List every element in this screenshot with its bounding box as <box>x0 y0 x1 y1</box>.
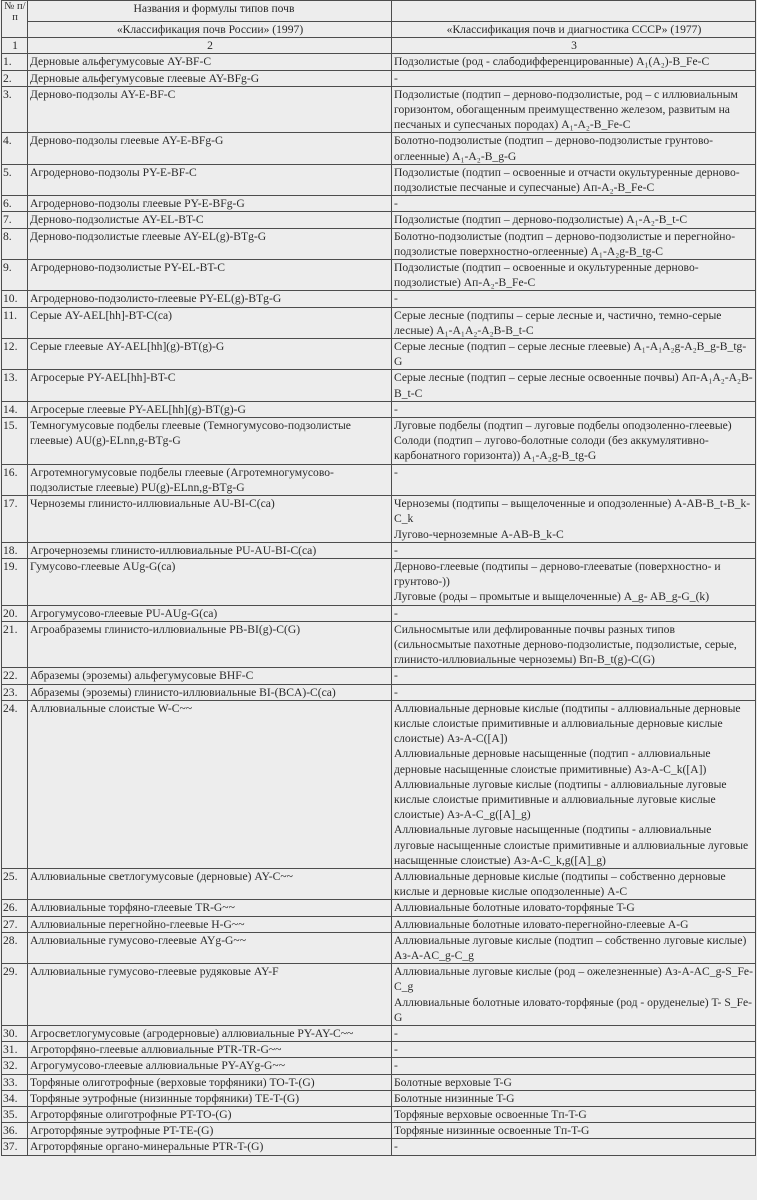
soil-type-ussr-entry: Серые лесные (подтип – серые лесные глеевые) A₁-A₁A₂g-A₂B_g-B_tg-G <box>394 340 747 369</box>
row-number: 16. <box>2 464 28 495</box>
row-number: 31. <box>2 1042 28 1058</box>
table-row <box>2 401 756 417</box>
soil-type-ussr-cell <box>392 196 756 212</box>
soil-type-russia: Аллювиальные гумусово-глеевые рудяковые AY-F <box>28 964 392 1026</box>
soil-type-ussr-entry: Черноземы (подтипы – выщелоченные и оподзоленные) A-AB-B_t-B_k-C_k <box>394 497 751 526</box>
soil-type-ussr-entry: - <box>394 1059 398 1073</box>
soil-type-ussr-entry: Подзолистые (род - слабодифференцированные) A₁(A₂)-B_Fe-C <box>394 55 710 69</box>
table-row <box>2 54 756 70</box>
soil-type-ussr-cell <box>392 339 756 370</box>
header-row-titles <box>2 1 756 22</box>
table-row <box>2 900 756 916</box>
row-number: 29. <box>2 964 28 1026</box>
header-num-label: № п/п <box>2 1 28 38</box>
soil-type-russia: Темногумусовые подбелы глеевые (Темногумусово-подзолистые глеевые) AU(g)-ELnn,g-BTg-G <box>28 418 392 465</box>
row-number: 23. <box>2 684 28 700</box>
soil-type-russia: Агроторфяно-глеевые аллювиальные PTR-TR-G~~ <box>28 1042 392 1058</box>
table-row <box>2 542 756 558</box>
soil-type-russia: Агросерые глеевые PY-AEL[hh](g)-BT(g)-G <box>28 401 392 417</box>
soil-type-russia: Агродерново-подзолистые PY-EL-BT-C <box>28 260 392 291</box>
soil-type-ussr-entry: - <box>394 197 398 211</box>
soil-type-russia: Черноземы глинисто-иллювиальные AU-BI-C(ca) <box>28 496 392 543</box>
table-row <box>2 1123 756 1139</box>
row-number: 26. <box>2 900 28 916</box>
row-number: 21. <box>2 621 28 668</box>
row-number: 28. <box>2 932 28 963</box>
row-number: 32. <box>2 1058 28 1074</box>
soil-type-ussr-cell <box>392 418 756 465</box>
table-row <box>2 196 756 212</box>
table-row <box>2 868 756 899</box>
soil-type-ussr-entry: Болотно-подзолистые (подтип – дерново-подзолистые грунтово-оглеенные) A₁-A₂-B_g-G <box>394 134 714 163</box>
soil-type-ussr-entry: - <box>394 1027 398 1040</box>
table-row <box>2 605 756 621</box>
table-row <box>2 339 756 370</box>
soil-type-ussr-entry: Сильносмытые или дефлированные почвы разных типов (сильносмытые пахотные дерново-подзолистые, подзолистые, серые, глинисто-иллювиальные черноземы) Bп-B_t(g)-C(G) <box>394 622 737 667</box>
row-number: 34. <box>2 1090 28 1106</box>
soil-type-ussr-cell <box>392 86 756 133</box>
soil-type-ussr-cell <box>392 1123 756 1139</box>
table-row <box>2 164 756 195</box>
table-row <box>2 1074 756 1090</box>
row-number: 35. <box>2 1107 28 1123</box>
soil-type-ussr-entry: Торфяные низинные освоенные Tп-T-G <box>394 1124 590 1138</box>
soil-type-ussr-cell <box>392 1139 756 1155</box>
table-row <box>2 964 756 1026</box>
header-classif-ussr: «Классификация почв и диагностика СССР» (1977) <box>392 22 756 38</box>
soil-type-ussr-entry: Серые лесные (подтипы – серые лесные и, частично, темно-серые лесные) A₁-A₁A₂-A₂B-B_t-C <box>394 308 722 337</box>
soil-type-ussr-entry: - <box>394 292 398 306</box>
row-number: 33. <box>2 1074 28 1090</box>
soil-type-ussr-cell <box>392 260 756 291</box>
soil-type-ussr-entry: Солоди (подтип – лугово-болотные солоди (без аккумулятивно-карбонатного горизонта)) A₁-A₂g-B_tg-G <box>394 434 709 463</box>
soil-type-ussr-cell <box>392 932 756 963</box>
soil-type-russia: Агроабраземы глинисто-иллювиальные PB-BI(g)-C(G) <box>28 621 392 668</box>
soil-type-ussr-cell <box>392 212 756 228</box>
soil-type-ussr-entry: - <box>394 669 398 683</box>
soil-type-ussr-entry: - <box>394 1140 398 1154</box>
soil-type-ussr-cell <box>392 916 756 932</box>
soil-type-ussr-cell <box>392 700 756 868</box>
row-number: 9. <box>2 260 28 291</box>
soil-type-ussr-entry: Подзолистые (подтип – освоенные и окультуренные дерново-подзолистые) Aп-A₂-B_Fe-C <box>394 261 699 290</box>
table-row <box>2 464 756 495</box>
soil-type-russia: Агроторфяные эутрофные PT-TE-(G) <box>28 1123 392 1139</box>
table-row <box>2 496 756 543</box>
row-number: 18. <box>2 542 28 558</box>
soil-type-russia: Абраземы (эроземы) альфегумусовые BHF-C <box>28 668 392 684</box>
soil-type-russia: Агродерново-подзолы PY-E-BF-C <box>28 164 392 195</box>
row-number: 3. <box>2 86 28 133</box>
soil-type-ussr-entry: Аллювиальные болотные иловато-торфяные (род - оруденелые) T- S_Fe-G <box>394 995 753 1024</box>
header-row-classifications <box>2 22 756 38</box>
table-row <box>2 70 756 86</box>
header-names-title: Названия и формулы типов почв <box>28 1 392 22</box>
table-row <box>2 932 756 963</box>
table-row <box>2 133 756 164</box>
row-number: 19. <box>2 558 28 605</box>
soil-type-ussr-cell <box>392 464 756 495</box>
soil-type-ussr-cell <box>392 307 756 338</box>
soil-type-russia: Дерновые альфегумусовые глеевые AY-BFg-G <box>28 70 392 86</box>
soil-type-ussr-entry: Аллювиальные луговые насыщенные (подтипы - аллювиальные луговые насыщенные слоистые примитивные и аллювиальные луговые насыщенные слоистые) Aз-A-C_k,g([A]_g) <box>394 823 749 867</box>
soil-type-ussr-entry: Аллювиальные луговые кислые (подтипы - аллювиальные луговые кислые слоистые примитивные и аллювиальные луговые кислые слоистые) Aз-A-C_g([A]_g) <box>394 777 727 822</box>
soil-type-ussr-entry: Аллювиальные болотные иловато-перегнойно-глеевые A-G <box>394 917 689 931</box>
soil-type-russia: Торфяные олиготрофные (верховые торфяники) TO-T-(G) <box>28 1074 392 1090</box>
table-row <box>2 1042 756 1058</box>
row-number: 22. <box>2 668 28 684</box>
soil-type-ussr-entry: Дерново-глеевые (подтипы – дерново-глееватые (поверхностно- и грунтово-)) <box>394 559 721 589</box>
row-number: 37. <box>2 1139 28 1155</box>
table-row <box>2 668 756 684</box>
soil-type-russia: Дерново-подзолистые AY-EL-BT-C <box>28 212 392 228</box>
row-number: 10. <box>2 291 28 307</box>
row-number: 1. <box>2 54 28 70</box>
table-row <box>2 700 756 868</box>
row-number: 27. <box>2 916 28 932</box>
soil-type-ussr-entry: Аллювиальные луговые кислые (род – ожелезненные) Aз-A-AC_g-S_Fe-C_g <box>394 965 753 994</box>
soil-type-russia: Агросерые PY-AEL[hh]-BT-C <box>28 370 392 401</box>
table-row <box>2 418 756 465</box>
header-classif-russia: «Классификация почв России» (1997) <box>28 22 392 38</box>
header-row-col-numbers <box>2 38 756 54</box>
soil-type-ussr-entry: Подзолистые (подтип – освоенные и отчасти окультуренные дерново-подзолистые песчаные и супесчаные) Aп-A₂-B_Fe-C <box>394 165 740 195</box>
table-row <box>2 1107 756 1123</box>
table-row <box>2 370 756 401</box>
row-number: 36. <box>2 1123 28 1139</box>
col-number-3: 3 <box>392 38 756 54</box>
soil-type-ussr-cell <box>392 1058 756 1074</box>
row-number: 25. <box>2 868 28 899</box>
soil-type-russia: Агродерново-подзолы глеевые PY-E-BFg-G <box>28 196 392 212</box>
row-number: 4. <box>2 133 28 164</box>
soil-type-russia: Серые AY-AEL[hh]-BT-C(ca) <box>28 307 392 338</box>
table-row <box>2 307 756 338</box>
soil-type-ussr-cell <box>392 228 756 259</box>
soil-type-ussr-cell <box>392 684 756 700</box>
table-body <box>2 54 756 1155</box>
soil-type-ussr-cell <box>392 605 756 621</box>
soil-type-ussr-cell <box>392 1026 756 1042</box>
table-row <box>2 1058 756 1074</box>
soil-type-russia: Агротемногумусовые подбелы глеевые (Агротемногумусово-подзолистые глеевые) PU(g)-ELnn,g-BTg-G <box>28 464 392 495</box>
soil-type-ussr-cell <box>392 54 756 70</box>
soil-type-ussr-cell <box>392 291 756 307</box>
soil-type-ussr-entry: - <box>394 71 398 85</box>
soil-type-ussr-cell <box>392 133 756 164</box>
soil-type-ussr-entry: - <box>394 543 398 557</box>
soil-type-ussr-cell <box>392 558 756 605</box>
soil-type-russia: Серые глеевые AY-AEL[hh](g)-BT(g)-G <box>28 339 392 370</box>
col-number-2: 2 <box>28 38 392 54</box>
soil-type-russia: Аллювиальные гумусово-глеевые AYg-G~~ <box>28 932 392 963</box>
row-number: 12. <box>2 339 28 370</box>
soil-type-russia: Дерновые альфегумусовые AY-BF-C <box>28 54 392 70</box>
soil-type-russia: Абраземы (эроземы) глинисто-иллювиальные BI-(BCA)-C(ca) <box>28 684 392 700</box>
soil-type-russia: Агросветлогумусовые (агродерновые) аллювиальные PY-AY-C~~ <box>28 1026 392 1042</box>
soil-type-russia: Аллювиальные светлогумусовые (дерновые) AY-C~~ <box>28 868 392 899</box>
soil-type-ussr-cell <box>392 1042 756 1058</box>
soil-type-russia: Аллювиальные торфяно-глеевые TR-G~~ <box>28 900 392 916</box>
soil-type-russia: Аллювиальные перегнойно-глеевые H-G~~ <box>28 916 392 932</box>
row-number: 15. <box>2 418 28 465</box>
col-number-1: 1 <box>2 38 28 54</box>
soil-type-ussr-cell <box>392 496 756 543</box>
soil-type-russia: Агрогумусово-глеевые аллювиальные PY-AYg-G~~ <box>28 1058 392 1074</box>
row-number: 14. <box>2 401 28 417</box>
soil-type-ussr-entry: Лугово-черноземные A-AB-B_k-C <box>394 527 564 541</box>
table-row <box>2 684 756 700</box>
soil-type-ussr-entry: - <box>394 685 398 699</box>
soil-type-ussr-cell <box>392 621 756 668</box>
soil-type-russia: Дерново-подзолистые глеевые AY-EL(g)-BTg-G <box>28 228 392 259</box>
soil-type-ussr-entry: Луговые подбелы (подтип – луговые подбелы оподзоленно-глеевые) <box>394 419 732 433</box>
row-number: 24. <box>2 700 28 868</box>
table-row <box>2 1090 756 1106</box>
table-row <box>2 621 756 668</box>
table-row <box>2 558 756 605</box>
table-header <box>2 1 756 54</box>
table-row <box>2 86 756 133</box>
soil-type-ussr-entry: Аллювиальные дерновые кислые (подтипы - аллювиальные дерновые кислые слоистые примитивные и аллювиальные дерновые кислые слоистые) Aз-A-C([A]) <box>394 701 741 746</box>
soil-type-russia: Дерново-подзолы AY-E-BF-C <box>28 86 392 133</box>
row-number: 11. <box>2 307 28 338</box>
table-row <box>2 1139 756 1155</box>
soil-type-ussr-entry: - <box>394 606 398 620</box>
row-number: 6. <box>2 196 28 212</box>
soil-type-ussr-cell <box>392 370 756 401</box>
soil-type-ussr-entry: Луговые (роды – промытые и выщелоченные) A_g- AB_g-G_(k) <box>394 590 710 604</box>
soil-type-ussr-entry: - <box>394 402 398 416</box>
row-number: 17. <box>2 496 28 543</box>
row-number: 7. <box>2 212 28 228</box>
soil-type-russia: Агрочерноземы глинисто-иллювиальные PU-AU-BI-C(ca) <box>28 542 392 558</box>
table-row <box>2 228 756 259</box>
soil-type-ussr-entry: Болотные верховые T-G <box>394 1075 512 1089</box>
table-row <box>2 212 756 228</box>
soil-type-russia: Дерново-подзолы глеевые AY-E-BFg-G <box>28 133 392 164</box>
row-number: 13. <box>2 370 28 401</box>
soil-type-russia: Агроторфяные органо-минеральные PTR-T-(G) <box>28 1139 392 1155</box>
row-number: 30. <box>2 1026 28 1042</box>
soil-type-russia: Агроторфяные олиготрофные PT-TO-(G) <box>28 1107 392 1123</box>
soil-classification-table <box>1 0 756 1156</box>
soil-type-ussr-cell <box>392 964 756 1026</box>
row-number: 5. <box>2 164 28 195</box>
soil-type-ussr-cell <box>392 668 756 684</box>
soil-type-ussr-entry: - <box>394 1043 398 1057</box>
soil-type-ussr-cell <box>392 1107 756 1123</box>
soil-type-russia: Торфяные эутрофные (низинные торфяники) TE-T-(G) <box>28 1090 392 1106</box>
header-empty-cell <box>392 1 756 22</box>
soil-type-russia: Агрогумусово-глеевые PU-AUg-G(ca) <box>28 605 392 621</box>
table-row <box>2 1026 756 1042</box>
row-number: 8. <box>2 228 28 259</box>
soil-type-ussr-entry: Аллювиальные дерновые насыщенные (подтип - аллювиальные дерновые насыщенные слоистые примитивные) Aз-A-C_k([A]) <box>394 747 711 776</box>
soil-type-ussr-cell <box>392 542 756 558</box>
soil-type-ussr-entry: - <box>394 465 398 479</box>
table-row <box>2 916 756 932</box>
table-row <box>2 260 756 291</box>
soil-type-ussr-entry: Серые лесные (подтип – серые лесные освоенные почвы) Aп-A₁A₂-A₂B-B_t-C <box>394 371 753 400</box>
soil-type-ussr-cell <box>392 1074 756 1090</box>
soil-type-ussr-entry: Аллювиальные болотные иловато-торфяные T-G <box>394 901 635 915</box>
soil-type-ussr-cell <box>392 401 756 417</box>
row-number: 20. <box>2 605 28 621</box>
soil-type-russia: Аллювиальные слоистые W-C~~ <box>28 700 392 868</box>
soil-type-ussr-cell <box>392 70 756 86</box>
soil-type-russia: Агродерново-подзолисто-глеевые PY-EL(g)-BTg-G <box>28 291 392 307</box>
soil-type-ussr-entry: Аллювиальные луговые кислые (подтип – собственно луговые кислые) Aз-A-AC_g-C_g <box>394 933 747 962</box>
soil-type-ussr-cell <box>392 900 756 916</box>
row-number: 2. <box>2 70 28 86</box>
soil-type-ussr-entry: Подзолистые (подтип – дерново-подзолистые) A₁-A₂-B_t-C <box>394 213 688 227</box>
soil-type-ussr-entry: Болотно-подзолистые (подтип – дерново-подзолистые и перегнойно-подзолистые поверхностно-оглеенные) A₁-A₂g-B_tg-C <box>394 229 736 258</box>
soil-type-ussr-entry: Болотные низинные T-G <box>394 1091 515 1105</box>
soil-type-ussr-entry: Аллювиальные дерновые кислые (подтипы – собственно дерновые кислые и дерновые кислые оподзоленные) A-C <box>394 869 726 899</box>
soil-type-russia: Гумусово-глеевые AUg-G(ca) <box>28 558 392 605</box>
soil-type-ussr-cell <box>392 164 756 195</box>
soil-type-ussr-entry: Торфяные верховые освоенные Tп-T-G <box>394 1108 587 1122</box>
soil-type-ussr-cell <box>392 1090 756 1106</box>
soil-type-ussr-cell <box>392 868 756 899</box>
table-row <box>2 291 756 307</box>
soil-type-ussr-entry: Подзолистые (подтип – дерново-подзолистые, род – с иллювиальным горизонтом, обогащенным преимущественно железом, развитым на песчаных и супесчаных породах) A₁-A₂-B_Fe-C <box>394 87 738 132</box>
